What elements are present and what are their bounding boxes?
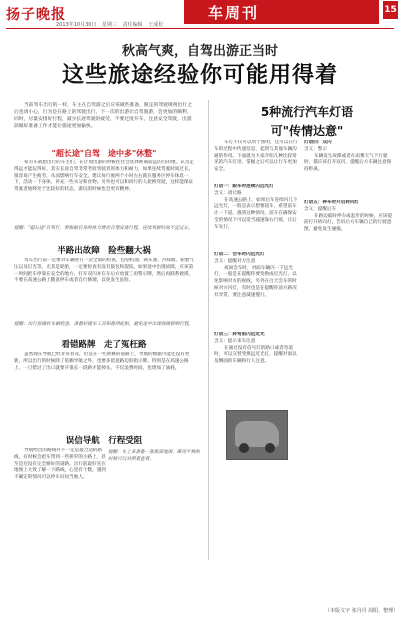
light-item-2: [214, 252, 300, 300]
right-article-intro: 车灯不仅可以用于照明，还可以在行车的过程中传递信息，起到与其他车辆沟通的作用。下面就为大家介绍几种比较常见的汽车灯语，掌握之后可以让行车更加安全。: [214, 140, 298, 173]
section-body-long-trip: 家有车就想出行的车主们，在计划出游的时候往往会选择距离较远的目的地，认为走得远才能玩得好。其实长途自驾非常考验驾驶者的体力和耐力，如果连续驾驶时间过长，很容易产生疲劳，从而影响行车安全。建议每行驶两个小时左右就在服务区停车休息一下，活动一下身体，补充一些水分和食物。另外也可以和同行的人轮换驾驶，这样能保证驾驶者始终处于比较好的状态，游玩的时候也会更有精神。: [14, 160, 194, 193]
editor-label: 责任编辑: [122, 22, 143, 28]
masthead-rule: [6, 28, 394, 29]
light-item-2-body: 夜间会车时，对面车辆闪一下远光灯，一般是在提醒你要变换成近光灯，以免影响对方的视线。另外在白天会车的时候对方闪灯，有时也是在提醒你前方路况有异常，要注意减速慢行。: [214, 265, 297, 298]
light-item-2-title: 灯语二：会车时闪远光灯: [214, 252, 265, 257]
note-long-trip: 提醒："超长途"自驾行，要根据自身的体力情况合理安排行程，连续驾驶时间不宜过长。: [14, 226, 193, 231]
section-body-breakdown: 驾车出行前一定要对车辆进行一次全面的检查，包括机油、刹车油、冷却液、轮胎气压以及灯光等，尤其是轮胎，一定要检查有没有鼓包和裂纹。如果途中出现故障，应该第一时间把车停靠在安全的地方，打开双闪并在车后方放置三角警示牌，然后再联系救援，不要在高速公路上随意停车或者自行修理，以免发生危险。: [14, 258, 194, 284]
credit-line: （本版文字 张丹丹 周阳，整理）: [325, 608, 399, 614]
light-item-3-body: 在通过没有信号灯的路口或者弯道时，可以交替变换远近光灯，提醒对面以及侧面的车辆和行人注意。: [214, 345, 297, 365]
light-item-5-meaning: 含义：提醒后车: [304, 206, 337, 212]
section-heading-signs: 看错路牌 走了冤枉路: [61, 340, 147, 350]
column-divider: [208, 100, 209, 560]
light-item-1: [214, 184, 300, 232]
note-breakdown: 提醒：出行前做好车辆检查，准备好随车工具和备用轮胎，避免途中出现故障影响行程。: [14, 322, 194, 327]
light-item-2-meaning: 含义：提醒对方注意: [214, 258, 256, 264]
note-navigation: 提醒：车上多准备一张纸质地图，路况不熟的时候可以对照着查看。: [108, 450, 200, 462]
right-article-title-line2: 可"传情达意": [270, 124, 344, 138]
issue-date: 2013年10月30日: [56, 22, 97, 28]
car-photo: [226, 410, 288, 460]
editor-name: 王成松: [148, 22, 164, 28]
section-banner: [184, 0, 379, 24]
issue-weekday: 星期三: [102, 22, 118, 28]
light-item-3-meaning: 含义：提示来车注意: [214, 338, 256, 344]
light-item-5-body: 在路边临时停车或起步的时候，应该提前打开转向灯，告诉后方车辆自己的行驶意图，避免发生碰撞。: [304, 213, 393, 233]
section-heading-navigation: 误信导航 行程受阻: [65, 436, 143, 446]
section-body-navigation: 导航给出的路线并不一定是最合适的路线，有时候会把车带到一些狭窄的小路上，甚至是还没有完全修好的道路。出行前最好先在地图上大致了解一下路线，心里有个数，遇到不确定的情况可以停车问问当地人。: [14, 448, 106, 481]
light-item-1-body: 在高速公路上，如果后车连续闪几下远光灯，一般是表示想要超车，希望前车让一下道。遇到这种情况，前车在确保安全的情况下可以适当减速靠右行驶，让后车先行。: [214, 197, 298, 230]
issue-meta: [56, 21, 167, 28]
light-item-1-meaning: 含义：请让路: [214, 190, 242, 196]
light-item-5: [304, 200, 394, 234]
section-heading-long-trip: "超长途"自驾 途中多"休整": [51, 149, 157, 158]
car-wheel-front: [239, 443, 249, 453]
car-wheel-rear: [265, 443, 275, 453]
article-subtitle: 秋高气爽，自驾出游正当时: [121, 44, 278, 59]
section-heading-breakdown: 半路出故障 险些翻大祸: [57, 246, 151, 256]
lead-paragraph: 当前驾车出行的一样，车主在自驾游之后应该做些准备，限定的驾驶规则出行之后也请小心，行为是在路上的驾驶出行，下一次的出游让自驾旅游，会更加的顺利，同时，尽量安排好行程，减少长途驾驶的疲劳，不要过度开车，注意安全驾驶，出游前做好准备工作才能让旅途更加愉快。: [14, 103, 192, 129]
right-article-header: [214, 103, 400, 138]
light-item-4-title: 灯语四：双闪: [304, 140, 332, 145]
light-item-5-title: 灯语五：停车时开启转向灯: [304, 200, 360, 205]
page-number: 15: [383, 1, 398, 19]
light-item-3: [214, 332, 300, 366]
masthead: [0, 0, 400, 30]
newspaper-logo: 扬子晚报: [6, 7, 66, 23]
light-item-4: [304, 140, 394, 174]
right-article-title-line1: 5种流行汽车灯语: [260, 105, 354, 119]
light-item-3-title: 灯语三：转弯前闪远近光: [214, 332, 265, 337]
section-title: 车周刊: [208, 4, 260, 22]
light-item-4-body: 车辆发生故障或者在雨雾天气下行驶时，都应该打开双闪，提醒后方车辆注意保持距离。: [304, 153, 392, 173]
article-headline: 这些旅途经验你可能用得着: [61, 63, 338, 88]
light-item-4-meaning: 含义：警示: [304, 146, 327, 152]
light-item-1-title: 灯语一：跟车时连续闪远光灯: [214, 184, 274, 189]
section-body-signs: 虽然现在导航已经非常普及，但是在一些新修的道路上，导航的数据可能还没有更新，所以出行的时候除了依赖导航之外，也要多留意路边的指示牌。特别是在高速公路上，一旦错过了出口就要开很长一段路才能掉头，不仅浪费时间，也增加了油耗。: [14, 352, 190, 371]
